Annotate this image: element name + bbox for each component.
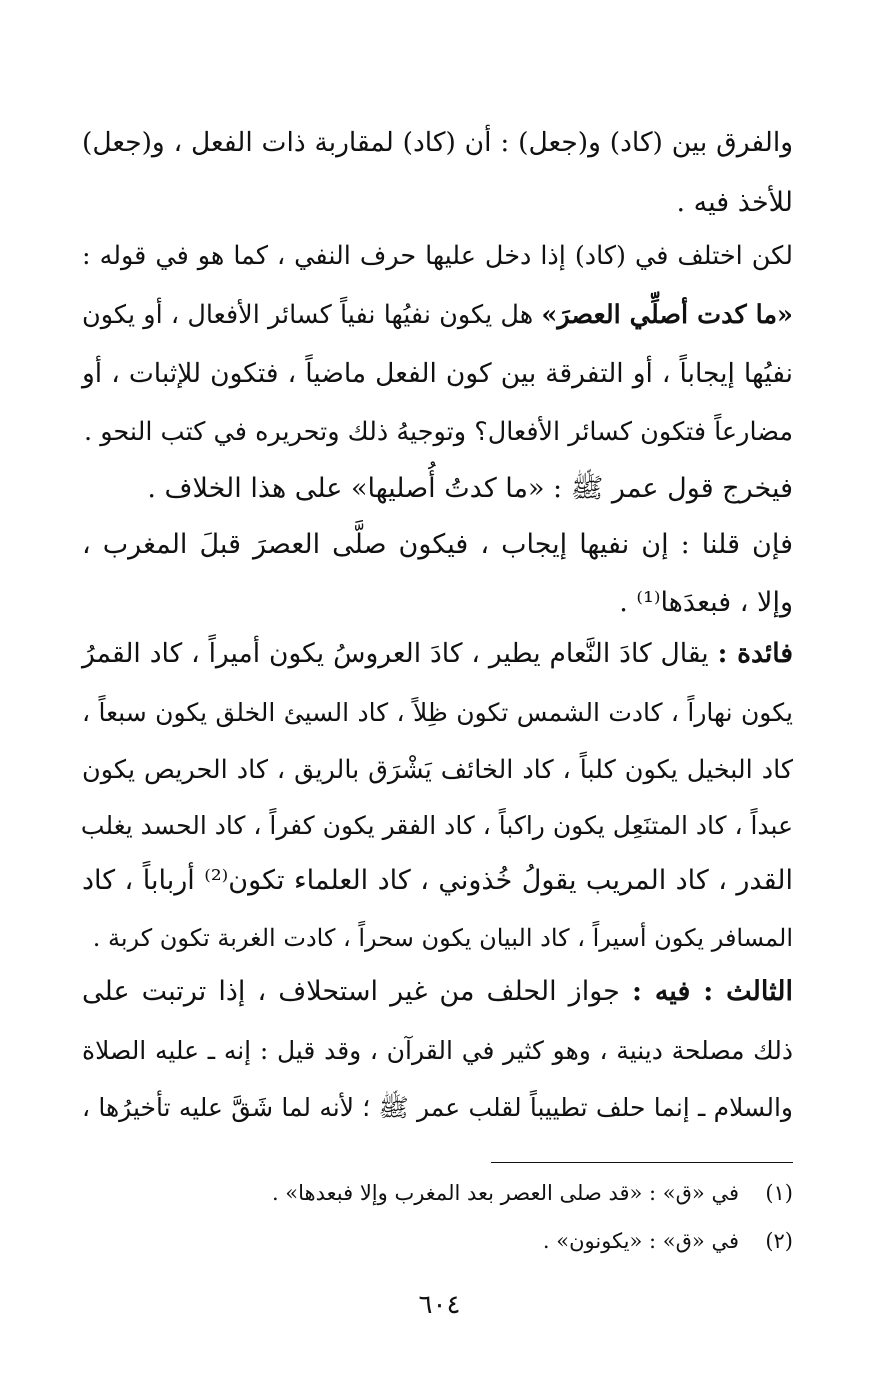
paragraph-label: فائدة : xyxy=(717,638,794,669)
text-line: فإن قلنا : إن نفيها إيجاب ، فيكون صلَّى العصرَ قبلَ المغرب ، xyxy=(82,529,793,560)
paragraph-label: الثالث : فيه : xyxy=(631,976,793,1007)
footnote-number: (٢) xyxy=(765,1229,793,1253)
text-line: عبداً ، كاد المتنَعِل يكون راكباً ، كاد الفقر يكون كفراً ، كاد الحسد يغلب xyxy=(80,811,793,840)
text-line xyxy=(82,972,793,1012)
page-number: ٦٠٤ xyxy=(418,1290,461,1320)
footnote xyxy=(82,1226,793,1256)
text-line: والفرق بين (كاد) و(جعل) : أن (كاد) لمقاربة ذات الفعل ، و(جعل) xyxy=(82,127,793,158)
text-fragment: يقال كادَ النَّعام يطير ، كادَ العروسُ يكون أميراً ، كاد القمرُ xyxy=(82,638,709,669)
footnote-number: (١) xyxy=(765,1181,793,1205)
text-line: كاد البخيل يكون كلباً ، كاد الخائف يَشْرَق بالريق ، كاد الحريص يكون xyxy=(82,755,793,785)
text-line: ذلك مصلحة دينية ، وهو كثير في القرآن ، وقد قيل : إنه ـ عليه الصلاة xyxy=(82,1036,793,1065)
text-line: فيخرج قول عمر ﷺ : «ما كدتُ أُصليها» على هذا الخلاف . xyxy=(147,473,793,504)
text-line xyxy=(82,634,793,674)
text-line: نفيُها إيجاباً ، أو التفرقة بين كون الفعل ماضياً ، فتكون للإثبات ، أو xyxy=(82,358,793,389)
quoted-phrase: «ما كدت أصلِّي العصرَ» xyxy=(541,300,793,330)
text-line: للأخذ فيه . xyxy=(676,187,793,218)
text-line: مضارعاً فتكون كسائر الأفعال؟ وتوجيهُ ذلك وتحريره في كتب النحو . xyxy=(84,417,793,447)
text-line: لكن اختلف في (كاد) إذا دخل عليها حرف النفي ، كما هو في قوله : xyxy=(82,241,793,271)
text-line: والسلام ـ إنما حلف تطييباً لقلب عمر ﷺ ؛ لأنه لما شَقَّ عليه تأخيرُها ، xyxy=(82,1093,793,1122)
footnote-divider xyxy=(491,1162,793,1163)
footnote-text: في «ق» : «يكونون» . xyxy=(542,1229,739,1253)
text-line: يكون نهاراً ، كادت الشمس تكون ظِلاً ، كاد السيئ الخلق يكون سبعاً ، xyxy=(82,698,793,727)
text-line: القدر ، كاد المريب يقولُ خُذوني ، كاد العلماء تكون⁽²⁾ أرباباً ، كاد xyxy=(82,865,793,896)
footnote-text: في «ق» : «قد صلى العصر بعد المغرب وإلا فبعدها» . xyxy=(271,1181,739,1205)
text-line: المسافر يكون أسيراً ، كاد البيان يكون سحراً ، كادت الغربة تكون كربة . xyxy=(92,924,793,952)
text-fragment: هل يكون نفيُها نفياً كسائر الأفعال ، أو يكون xyxy=(82,300,534,330)
text-line: وإلا ، فبعدَها⁽¹⁾ . xyxy=(619,587,793,618)
text-line xyxy=(82,295,793,335)
footnote xyxy=(82,1178,793,1208)
text-fragment: جواز الحلف من غير استحلاف ، إذا ترتبت على xyxy=(82,976,620,1007)
